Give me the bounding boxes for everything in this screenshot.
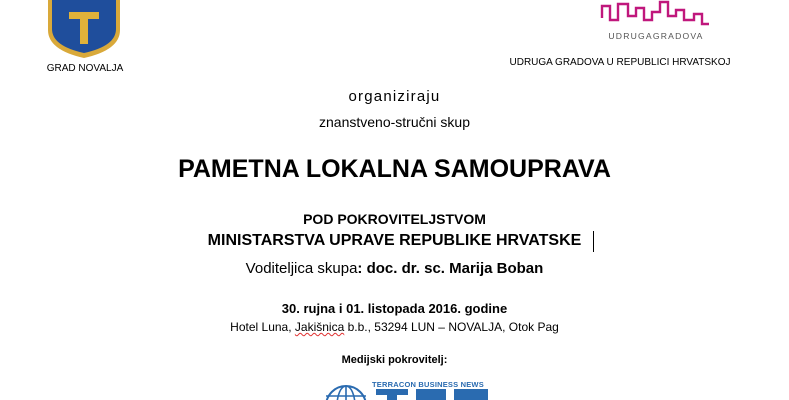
venue-spellcheck-word: Jakišnica: [294, 320, 345, 334]
leader-name: doc. dr. sc. Marija Boban: [362, 260, 544, 277]
ministry-line: MINISTARSTVA UPRAVE REPUBLIKE HRVATSKE: [207, 232, 582, 249]
leader-colon: :: [357, 260, 363, 277]
tbn-globe-icon: [318, 384, 374, 400]
event-type-text: znanstveno-stručni skup: [319, 114, 470, 130]
leader-prefix: Voditeljica skupa: [245, 260, 358, 277]
city-label: GRAD NOVALJA: [46, 63, 124, 74]
tbn-logo-letters: [376, 389, 496, 400]
event-dates: 30. rujna i 01. listopada 2016. godine: [281, 301, 508, 316]
organize-text: organiziraju: [348, 88, 441, 105]
patronage-line: POD POKROVITELJSTVOM: [303, 211, 486, 227]
leader-line: [0, 260, 789, 277]
event-venue: [0, 320, 789, 334]
venue-hotel: Hotel Luna,: [230, 320, 295, 334]
novalja-crest-logo: [45, 0, 123, 58]
udruga-logo-text: UDRUGAGRADOVA: [608, 31, 704, 41]
association-label: UDRUGA GRADOVA U REPUBLICI HRVATSKOJ: [509, 57, 731, 68]
main-title: PAMETNA LOKALNA SAMOUPRAVA: [178, 155, 611, 183]
text-cursor: [593, 231, 594, 252]
media-sponsor-label: Medijski pokrovitelj:: [341, 354, 448, 366]
venue-address: b.b., 53294 LUN – NOVALJA, Otok Pag: [344, 320, 559, 334]
tbn-caption: TERRACON BUSINESS NEWS: [372, 380, 484, 389]
udruga-gradova-logo: [598, 0, 713, 30]
